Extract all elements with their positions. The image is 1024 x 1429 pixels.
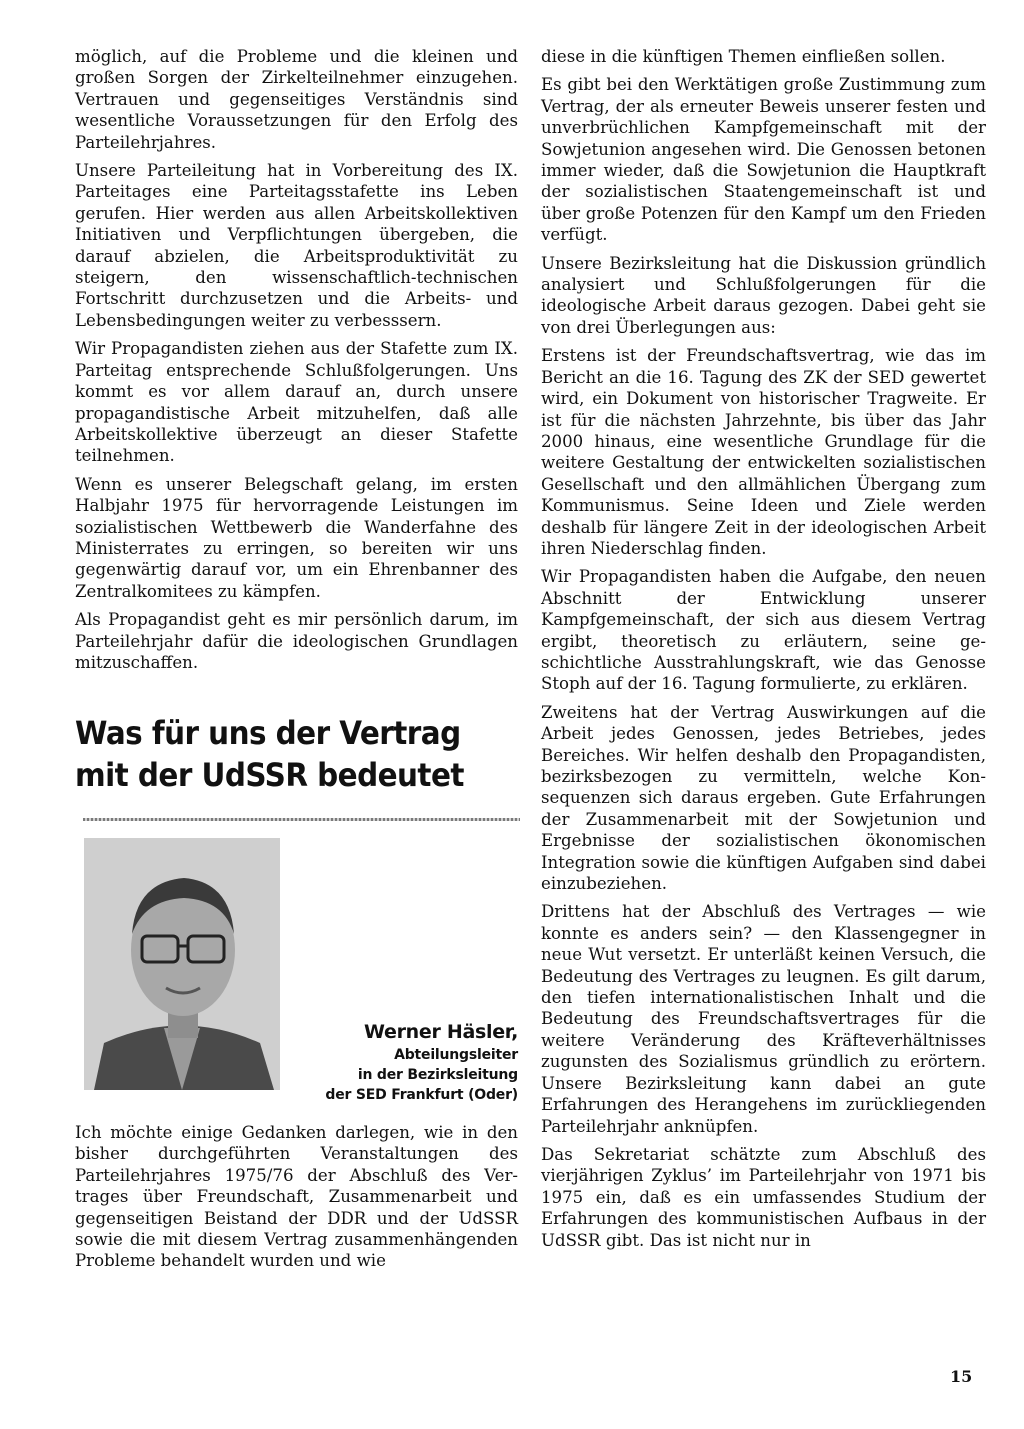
author-byline: [292, 1020, 518, 1105]
paragraph: Als Propagandist geht es mir persönlich darum, im Parteilehrjahr dafür die ideologischen Grundlagen mitzuschaffen.: [75, 610, 518, 672]
page-number: 15: [950, 1367, 973, 1386]
author-portrait: [84, 838, 280, 1090]
paragraph: Unsere Bezirksleitung hat die Diskussion gründlich analysiert und Schlußfolgerungen für die ideologische Arbeit daraus gezogen. Dabei geht sie von drei Überlegungen aus:: [541, 253, 986, 337]
author-role: Abteilungsleiter: [394, 1047, 518, 1063]
author-name: Werner Häsler,: [364, 1021, 518, 1043]
article-intro: [75, 1122, 518, 1279]
paragraph: Wir Propagandisten ziehen aus der Stafette zum IX. Parteitag entsprechende Schlußfolgerungen. Uns kommt es vor allem darauf an, durch unsere propagandistische Arbeit mitzuhelfen, daß alle Arbeitskollektive überzeugt an dieser Stafette teilnehmen.: [75, 339, 518, 466]
paragraph: Unsere Parteileitung hat in Vorbereitung des IX. Parteitages eine Parteitagsstafette ins Leben gerufen. Hier werden aus allen Arbeitskollektiven Initiativen und Verpflichtungen übergeben, die darauf abzielen, die Arbeitsproduktivität zu steigern, den wissenschaftlich-technischen Fortschritt durchzusetzen und die Arbeits- und Lebensbedingungen weiter zu verbesssern.: [75, 161, 518, 330]
author-role: in der Bezirksleitung: [357, 1067, 518, 1083]
headline-divider: [83, 818, 520, 821]
paragraph: Wenn es unserer Belegschaft gelang, im ersten Halbjahr 1975 für hervorragende Leistungen im sozialistischen Wettbewerb die Wanderfahne des Ministerrates zu erringen, so bereiten wir uns gegenwärtig darauf vor, um ein Ehrenbanner des Zentralkomitees zu kämpfen.: [75, 474, 518, 601]
paragraph: Ich möchte einige Gedanken darlegen, wie in den bisher durchgeführten Veranstaltungen des Parteilehrjahres 1975/76 der Abschluß des Vertrages über Freundschaft, Zusammenarbeit und gegenseitigen Beistand der DDR und der UdSSR sowie die mit diesem Vertrag zusammenhängenden Probleme behandelt wurden und wie: [75, 1123, 518, 1271]
paragraph: Drittens hat der Abschluß des Vertrages — wie konnte es anders sein? — den Klassengegner in neue Wut versetzt. Er unterläßt keinen Versuch, die Bedeutung des Vertrages zu leugnen. Es gilt darum, den tiefen internationalistischen Inhalt und die Bedeutung des Freundschaftsvertrages für die weitere Veränderung des Kräfteverhältnisses zugunsten des Sozialismus gründlich zu erörtern. Unsere Bezirksleitung kann dabei an gute Erfahrungen des Herangehens im zurückliegenden Parteilehrjahr anknüpfen.: [541, 902, 986, 1136]
paragraph: Erstens ist der Freundschaftsvertrag, wie das im Bericht an die 16. Tagung des ZK der SED gewertet wird, ein Dokument von historischer Tragweite. Er ist für die nächsten Jahrzehnte, bis über das Jahr 2000 hinaus, eine wesentliche Grundlage für die weitere Gestaltung der entwickelten sozialistischen Gesellschaft und den allmählichen Übergang zum Kommunismus. Seine Ideen und Ziele werden deshalb für längere Zeit in der ideologischen Arbeit ihren Niederschlag finden.: [541, 346, 986, 558]
paragraph: möglich, auf die Probleme und die kleinen und großen Sorgen der Zirkelteilnehmer einzugehen. Vertrauen und gegenseitiges Verständnis sind wesentliche Voraussetzungen für den Erfolg des Parteilehrjahres.: [75, 47, 518, 152]
paragraph: Zweitens hat der Vertrag Auswirkungen auf die Arbeit jedes Genossen, jedes Betriebes, jedes Bereiches. Wir helfen deshalb den Propagandisten, bezirksbezogen zu vermitteln, welche Konsequenzen sich daraus ergeben. Gute Erfahrungen der Zusammenarbeit mit der Sowjetunion und Ergebnisse der sozialistischen ökonomischen Integration sowie die künftigen Aufgaben sind dabei einzubeziehen.: [541, 702, 986, 894]
portrait-graphic: [84, 838, 280, 1090]
author-role: der SED Frankfurt (Oder): [325, 1087, 518, 1103]
paragraph: Es gibt bei den Werktätigen große Zustimmung zum Vertrag, der als erneuter Beweis unserer festen und unverbrüchlichen Kampfgemeinschaft mit der Sowjetunion angesehen wird. Die Genossen betonen immer wieder, daß die Sowjetunion die Hauptkraft der sozialistischen Staatengemeinschaft ist und über große Potenzen für den Kampf um den Frieden verfügt.: [541, 75, 986, 245]
headline-line: mit der UdSSR bedeutet: [75, 756, 464, 794]
article-headline: [75, 712, 498, 796]
right-column: [541, 46, 986, 1258]
paragraph: Das Sekretariat schätzte zum Abschluß des vierjährigen Zyklus’ im Parteilehrjahr von 1971 bis 1975 ein, daß es ein umfassendes Studium der Erfahrungen des kommunistischen Aufbaus in der UdSSR gibt. Das ist nicht nur in: [541, 1144, 986, 1250]
paragraph: Wir Propagandisten haben die Aufgabe, den neuen Abschnitt der Entwicklung unserer Kampfgemeinschaft, der sich aus diesem Vertrag ergibt, theoretisch zu erläutern, seine geschichtliche Ausstrahlungskraft, wie das Genosse Stoph auf der 16. Tagung formulierte, zu erklären.: [541, 567, 986, 694]
paragraph: diese in die künftigen Themen einfließen sollen.: [541, 47, 946, 66]
headline-line: Was für uns der Vertrag: [75, 714, 461, 752]
left-column: [75, 46, 518, 680]
